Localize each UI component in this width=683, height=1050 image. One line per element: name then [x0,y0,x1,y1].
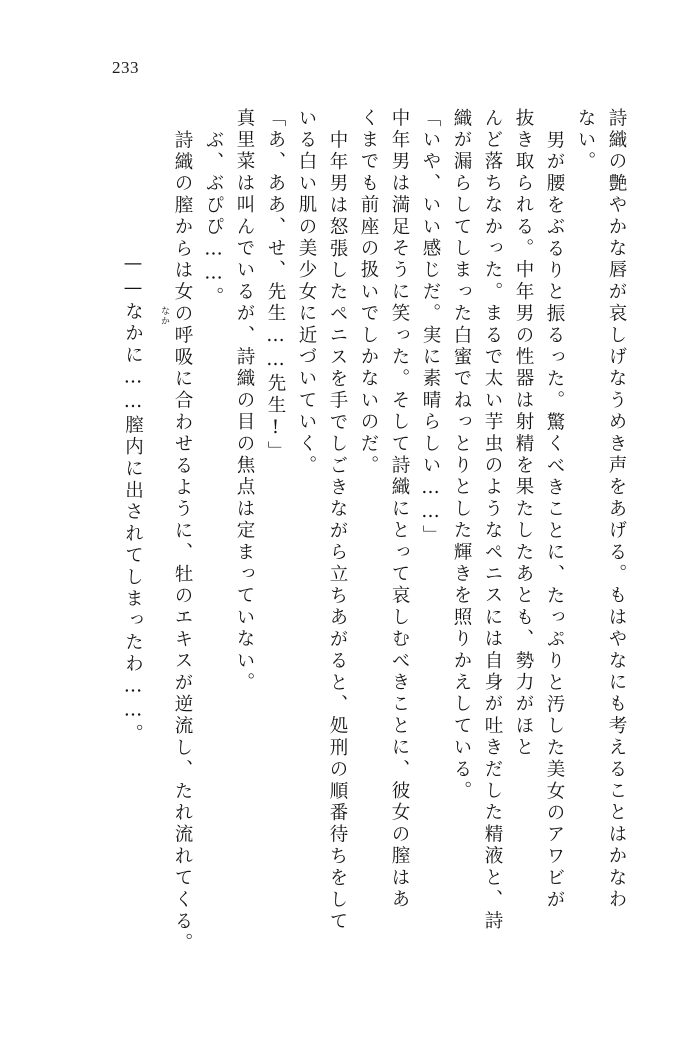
text-column: 「いや、いい感じだ。実に素晴らしい……」 [420,108,441,547]
text-column: 男が腰をぶるりと振るった。驚くべきことに、たっぷりと汚した美女のアワビが [544,130,565,912]
text-column: ない。 [575,108,596,174]
text-column: 真里菜は叫んでいるが、詩織の目の焦点は定まっていない。 [234,108,255,694]
text-column: 「あ、ああ、せ、先生……先生!」 [265,108,286,463]
ruby-annotation: なか [159,306,169,326]
text-column: 中年男は怒張したペニスを手でしごきながら立ちあがると、処刑の順番待ちをして [327,130,348,933]
text-column: 抜き取られる。中年男の性器は射精を果たしたあとも、勢力がほと [513,108,534,759]
text-column: いる白い肌の美少女に近づいていく。 [296,108,317,477]
text-column-with-ruby [122,108,169,988]
text-column: くまでも前座の扱いでしかないのだ。 [358,108,379,477]
text-column: 中年男は満足そうに笑った。そして詩織にとって哀しむべきことに、彼女の膣はあ [389,108,410,911]
column-text: ——なかに……膣内に出されてしまったわ……。 [122,253,144,746]
body-text [65,108,625,988]
text-column: 詩織の艶やかな唇が哀しげなうめき声をあげる。もはやなにも考えることはかなわ [606,108,627,911]
text-column: 詩織の膣からは女の呼吸に合わせるように、牡のエキスが逆流し、たれ流れてくる。 [172,130,193,955]
page-number: 233 [112,58,139,77]
text-column: 織が漏らしてしまった白蜜でねっとりとした輝きを照りかえしている。 [451,108,472,803]
text-column: んど落ちなかった。まるで太い芋虫のようなペニスには自身が吐きだした精液と、詩 [482,108,503,933]
text-column: ぶ、ぶぴぴ……。 [203,130,224,309]
